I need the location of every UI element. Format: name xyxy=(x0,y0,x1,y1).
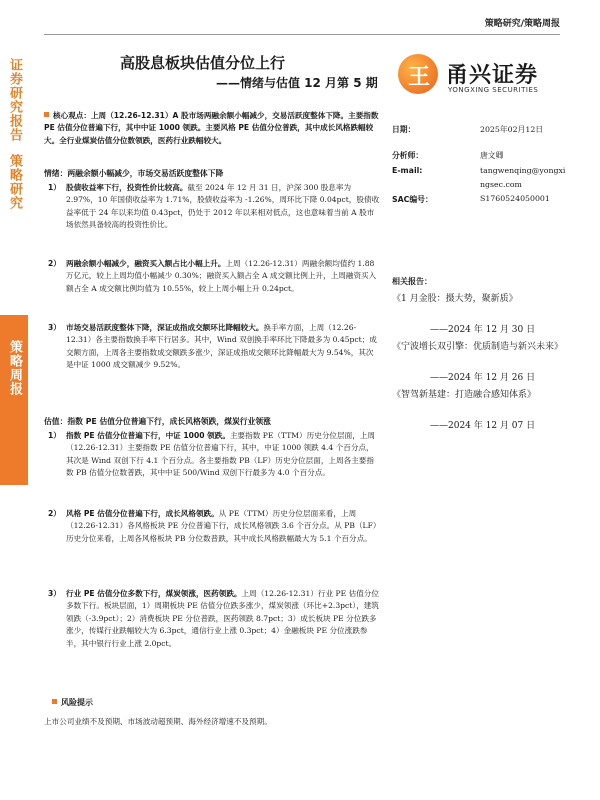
bullet-square-icon xyxy=(44,112,49,117)
logo-mark-icon: 王 xyxy=(398,54,438,94)
item-body: 截至 2024 年 12 月 31 日，沪深 300 股息率为 2.97%，10 年国债收益率为 1.71%，股债收益率为 -1.26%，周环比下降 0.04pct，股债收益率低于 24 年以来均值 0.43pct，仍处于 2012 年以来相对低点，这也意味着当前 A 股市场依然具备较高的投资性价比。 xyxy=(66,183,380,230)
related-report-3-date: ——2024 年 12 月 07 日 xyxy=(430,421,536,431)
related-report-1-date: ——2024 年 12 月 30 日 xyxy=(430,325,536,335)
item-body: 上周（12.26-12.31）行业 PE 估值分位多数下行。板块层面，1）周期板块 PE 估值分位跌多涨少，煤炭领涨（环比+2.3pct），建筑领跌（-3.9pct）；2）消费板块 PE 分位普跌，医药领跌 8.7pct；3）成长板块 PE 分位跌多涨少，传媒行业跌幅较大为 6.3pct，通信行业上涨 0.3pct；4）金融板块 PE 分位涨跌参半，其中银行行业上涨 2.0pct。 xyxy=(66,589,379,648)
item-title: 指数 PE 估值分位普遍下行，中证 1000 领跌。 xyxy=(66,431,230,440)
sentiment-item-2 xyxy=(44,258,380,295)
logo-name-cn: 甬兴证券 xyxy=(446,63,539,88)
valuation-item-3 xyxy=(44,588,380,650)
item-body: 主要指数 PE（TTM）历史分位层面，上周（12.26-12.31）主要指数 PE 估值分位普遍下行，其中，中证 1000 领跌 4.4 个百分点，其次是 Wind 双创下行 4.1 个百分点。各主要指数 PB（LF）历史分位层面，上周各主要指数 PB 估值分位数普跌，其中中证 500/Wind 双创下行最多为 4.0 个百分点。 xyxy=(66,431,375,478)
valuation-item-1 xyxy=(44,430,380,480)
item-number: 3） xyxy=(48,323,61,332)
sentiment-item-3 xyxy=(44,322,380,372)
risk-text: 上市公司业绩不及预期、市场波动超预期、海外经济增速不及预期。 xyxy=(44,717,272,726)
sentiment-item-1 xyxy=(44,182,380,232)
item-title: 市场交易活跃度整体下降，深证成指成交额环比降幅较大。 xyxy=(66,323,264,332)
item-title: 两融余额小幅减少，融资买入额占比小幅上升。 xyxy=(66,259,226,268)
item-body: 上周（12.26-12.31）两融余额均值约 1.88 万亿元，较上上周均值小幅减少 0.30%；融资买入额占全 A 成交额比例上升，上周融资买入额占全 A 成交额比例均值为 10.55%，较上上周小幅上升 0.24pct。 xyxy=(66,259,377,293)
related-report-2[interactable]: 《宁波增长双引擎：优质制造与新兴未来》 xyxy=(392,342,564,352)
valuation-item-2 xyxy=(44,508,380,545)
item-body: 从 PE（TTM）历史分位层面来看，上周（12.26-12.31）各风格板块 PE 分位普遍下行，成长风格领跌 3.6 个百分点。从 PB（LF）历史分位来看，上周各风格板块 PB 分位数普跌，其中成长风格跌幅最大为 5.1 个百分点。 xyxy=(66,509,377,543)
item-number: 1） xyxy=(48,431,61,440)
related-report-2-date: ——2024 年 12 月 26 日 xyxy=(430,373,536,383)
item-body: 换手率方面，上周（12.26-12.31）各主要指数换手率下行居多。其中，Wind 双创换手率环比下降最多为 0.45pct；成交额方面，上周各主要指数成交额跌多涨少，深证成指成交额环比降幅最大为 9.54%，其次是中证 1000 成交额减少 9.52%。 xyxy=(66,323,377,370)
item-number: 2） xyxy=(48,509,61,518)
related-reports-heading: 相关报告： xyxy=(392,277,432,286)
sentiment-heading: 情绪：两融余额小幅减少，市场交易活跃度整体下降 xyxy=(44,169,224,178)
sidebar-label-research: 证券研究报告 xyxy=(7,58,22,142)
sidebar-label-weekly: 策略周报 xyxy=(7,340,22,396)
logo-name-en: YONGXING SECURITIES xyxy=(448,86,539,94)
core-text: 上周（12.26-12.31）A 股市场两融余额小幅减少，交易活跃度整体下降。主要指数 PE 估值分位普遍下行，其中中证 1000 领跌。主要风格 PE 估值分位普跌，其中成长风格跌幅较大。全行业煤炭估值分位数领跌，医药行业跌幅较大。 xyxy=(44,111,379,145)
report-category-tag: 策略研究/策略周报 xyxy=(484,19,560,29)
report-subtitle: ——情绪与估值 12 月第 5 期 xyxy=(216,76,378,90)
item-title: 行业 PE 估值分位多数下行，煤炭领涨，医药领跌。 xyxy=(66,589,242,598)
meta-sac: SAC编号： S1760524050001 xyxy=(392,194,550,204)
header-divider xyxy=(44,34,560,35)
risk-heading: 风险提示 xyxy=(52,697,93,708)
core-viewpoint xyxy=(44,110,380,147)
core-label: 核心观点： xyxy=(53,111,91,120)
company-logo xyxy=(398,54,578,104)
report-title: 高股息板块估值分位上行 xyxy=(120,54,286,72)
item-number: 1） xyxy=(48,183,61,192)
item-number: 3） xyxy=(48,589,61,598)
item-number: 2） xyxy=(48,259,61,268)
meta-date: 日期： 2025年02月12日 xyxy=(392,125,544,134)
meta-email: E-mail: tangwenqing@yongxi xyxy=(392,166,566,175)
sidebar-label-strategy: 策略研究 xyxy=(7,154,22,210)
item-title: 股债收益率下行，投资性价比较高。 xyxy=(66,183,188,192)
bullet-square-icon xyxy=(52,699,57,704)
sidebar xyxy=(0,0,28,800)
valuation-heading: 估值：指数 PE 估值分位普遍下行，成长风格领跌，煤炭行业领涨 xyxy=(44,417,271,426)
meta-analyst: 分析师： 唐文卿 xyxy=(392,151,504,160)
related-report-3[interactable]: 《智驾新基建：打造融合感知体系》 xyxy=(392,390,537,400)
item-title: 风格 PE 估值分位普遍下行，成长风格领跌。 xyxy=(66,509,219,518)
related-report-1[interactable]: 《1 月金股：摄大势，聚新质》 xyxy=(392,294,518,304)
